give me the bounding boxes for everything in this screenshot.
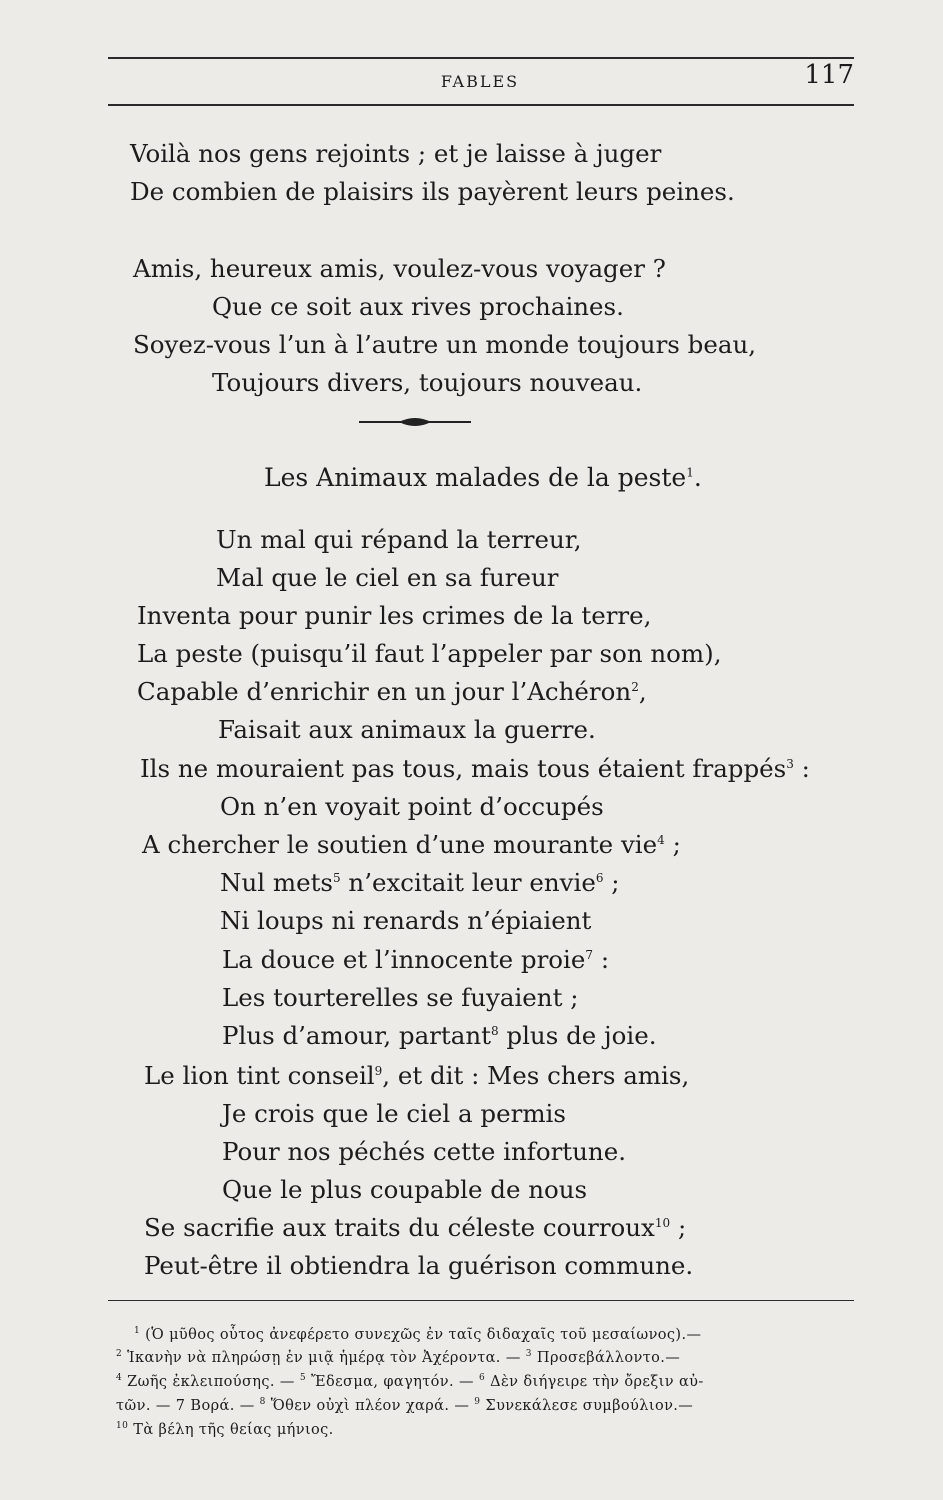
verse-line: Amis, heureux amis, voulez-vous voyager ?: [133, 254, 666, 283]
footnote-line: $^2$ Ἱκανὴν νὰ πληρώσῃ ἐν μιᾷ ἡμέρᾳ τὸν Ἀχέροντα. — $^3$ Προσεβάλλοντο.—: [116, 1349, 681, 1366]
verse-line: Je crois que le ciel a permis: [222, 1099, 566, 1128]
verse-line: On n’en voyait point d’occupés: [220, 792, 604, 821]
page-number: 117: [804, 60, 854, 90]
footnote-line: τῶν. — 7 Βορά. — $^8$ Ὅθεν οὐχὶ πλέον χαρά. — $^9$ Συνεκάλεσε συμβούλιον.—: [116, 1397, 694, 1414]
running-title: FABLES: [440, 72, 520, 91]
ornament-divider: [359, 414, 471, 430]
verse-line: Nul mets$^5$ n’excitait leur envie$^6$ ;: [220, 868, 620, 897]
verse-line: Capable d’enrichir en un jour l’Achéron$^2$,: [137, 677, 647, 706]
footnote-rule: [108, 1300, 854, 1301]
verse-line: Peut-être il obtiendra la guérison commune.: [144, 1251, 694, 1280]
verse-line: La douce et l’innocente proie$^7$ :: [222, 945, 610, 974]
footnote-line: $^{10}$ Τὰ βέλη τῆς θείας μήνιος.: [116, 1421, 334, 1438]
verse-line: De combien de plaisirs ils payèrent leurs peines.: [130, 177, 735, 206]
footnote-line: $^4$ Ζωῆς ἐκλειπούσης. — $^5$ Ἔδεσμα, φαγητόν. — $^6$ Δὲν διήγειρε τὴν ὄρεξιν αὐ-: [116, 1373, 704, 1390]
verse-line: Pour nos péchés cette infortune.: [222, 1137, 626, 1166]
verse-line: Que ce soit aux rives prochaines.: [212, 292, 624, 321]
verse-line: Toujours divers, toujours nouveau.: [212, 368, 643, 397]
verse-line: La peste (puisqu’il faut l’appeler par son nom),: [137, 639, 722, 668]
verse-line: Le lion tint conseil$^9$, et dit : Mes chers amis,: [144, 1061, 690, 1090]
verse-line: Plus d’amour, partant$^8$ plus de joie.: [222, 1021, 657, 1050]
verse-line: Les tourterelles se fuyaient ;: [222, 983, 579, 1012]
footnote-line: $^1$ (Ὁ μῦθος οὗτος ἀνεφέρετο συνεχῶς ἐν ταῖς διδαχαῖς τοῦ μεσαίωνος).—: [134, 1326, 702, 1343]
verse-line: Que le plus coupable de nous: [222, 1175, 588, 1204]
header-rule-top: [108, 57, 854, 59]
fable-title: Les Animaux malades de la peste$^1$.: [264, 463, 702, 492]
verse-line: Un mal qui répand la terreur,: [216, 525, 582, 554]
verse-line: Se sacrifie aux traits du céleste courroux$^{10}$ ;: [144, 1213, 687, 1242]
header-rule-bottom: [108, 104, 854, 106]
verse-line: Voilà nos gens rejoints ; et je laisse à juger: [130, 139, 662, 168]
verse-line: Ils ne mouraient pas tous, mais tous étaient frappés$^3$ :: [140, 754, 810, 783]
verse-line: Soyez-vous l’un à l’autre un monde toujours beau,: [133, 330, 757, 359]
verse-line: A chercher le soutien d’une mourante vie$^4$ ;: [142, 830, 681, 859]
verse-line: Ni loups ni renards n’épiaient: [220, 906, 592, 935]
verse-line: Mal que le ciel en sa fureur: [216, 563, 559, 592]
verse-line: Inventa pour punir les crimes de la terre,: [137, 601, 652, 630]
verse-line: Faisait aux animaux la guerre.: [218, 715, 596, 744]
